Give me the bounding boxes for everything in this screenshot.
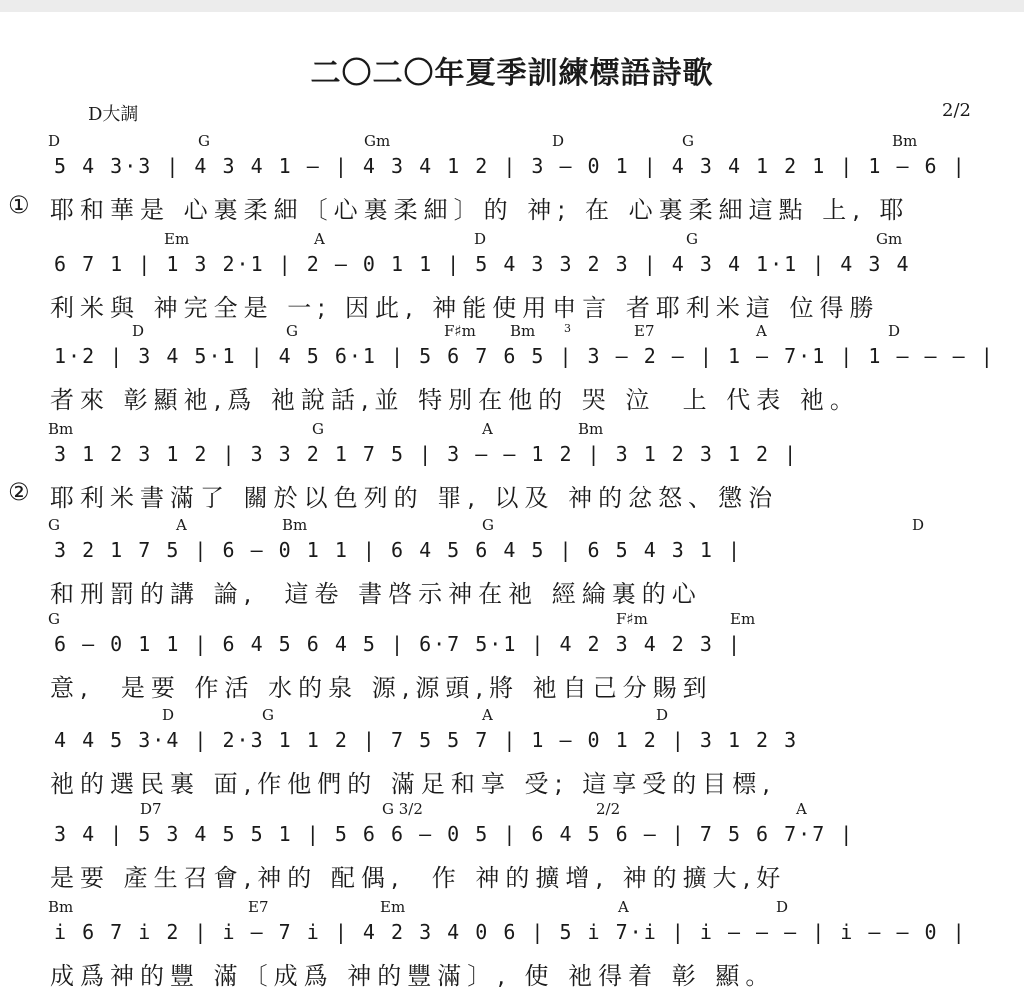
lyrics-line [0, 380, 1024, 414]
chord: Bm [48, 898, 74, 916]
notation-line [0, 154, 1024, 194]
chord: Gm [364, 132, 391, 150]
chord: Em [380, 898, 406, 916]
notation-line [0, 920, 1024, 960]
chord: A [618, 898, 629, 916]
chord-line [0, 706, 1024, 726]
chord-line [0, 322, 1024, 342]
lyrics-text: 成爲神的豐 滿〔成爲 神的豐滿〕, 使 祂得着 彰 顯。 [50, 962, 776, 990]
chord: Gm [876, 230, 903, 248]
lyrics-text: 耶和華是 心裏柔細〔心裏柔細〕的 神; 在 心裏柔細這點 上, 耶 [50, 196, 910, 224]
time-signature: 2/2 [942, 100, 971, 121]
notation-line [0, 252, 1024, 292]
jianpu-notes: 4 4 5 3·4 | 2·3 1 1 2 | 7 5 5 7 | 1 – 0 1 2 | 3 1 2 3 [54, 728, 799, 752]
notation-line [0, 632, 1024, 672]
notation-line [0, 442, 1024, 482]
chord-line [0, 230, 1024, 250]
lyrics-text: 祂的選民裏 面,作他們的 滿足和享 受; 這享受的目標, [50, 770, 776, 798]
chord: D [132, 322, 145, 340]
chord: Bm [892, 132, 918, 150]
lyrics-text: 和刑罰的講 論, 這卷 書啓示神在祂 經綸裏的心 [50, 580, 702, 608]
chord: Em [730, 610, 756, 628]
chord: A [314, 230, 325, 248]
lyrics-line [0, 668, 1024, 702]
notation-line [0, 344, 1024, 384]
verse-marker-2: ② [8, 478, 30, 506]
notation-line [0, 728, 1024, 768]
notation-line [0, 822, 1024, 862]
lyrics-line [0, 478, 1024, 512]
chord: D [888, 322, 901, 340]
jianpu-notes: 3 2 1 7 5 | 6 – 0 1 1 | 6 4 5 6 4 5 | 6 5 4 3 1 | [54, 538, 743, 562]
chord-line [0, 610, 1024, 630]
chord: D [912, 516, 925, 534]
chord: G [262, 706, 274, 724]
chord: G [482, 516, 494, 534]
lyrics-text: 耶利米書滿了 關於以色列的 罪, 以及 神的忿怒、懲治 [50, 484, 779, 512]
chord: D [776, 898, 789, 916]
chord: D [656, 706, 669, 724]
jianpu-notes: 3 4 | 5 3 4 5 5 1 | 5 6 6 – 0 5 | 6 4 5 6 – | 7 5 6 7·7 | [54, 822, 855, 846]
chord: A [176, 516, 187, 534]
chord: Bm [48, 420, 74, 438]
chord: A [482, 706, 493, 724]
chord: G [682, 132, 694, 150]
chord: D [48, 132, 61, 150]
top-bar [0, 0, 1024, 12]
chord: A [756, 322, 767, 340]
chord: D7 [140, 800, 162, 818]
chord: Bm [510, 322, 536, 340]
chord-line [0, 420, 1024, 440]
chord: A [482, 420, 493, 438]
chord-line [0, 132, 1024, 152]
chord-line [0, 516, 1024, 536]
jianpu-notes: i 6 7 i 2 | i – 7 i | 4 2 3 4 0 6 | 5 i 7·i | i – – – | i – – 0 | [54, 920, 967, 944]
lyrics-line [0, 764, 1024, 798]
jianpu-notes: 6 – 0 1 1 | 6 4 5 6 4 5 | 6·7 5·1 | 4 2 3 4 2 3 | [54, 632, 743, 656]
chord: D [162, 706, 175, 724]
lyrics-text: 是要 產生召會,神的 配偶, 作 神的擴增, 神的擴大,好 [50, 864, 787, 892]
jianpu-notes: 6 7 1 | 1 3 2·1 | 2 – 0 1 1 | 5 4 3 3 2 3 | 4 3 4 1·1 | 4 3 4 [54, 252, 911, 276]
chord: G [312, 420, 324, 438]
song-title: 二〇二〇年夏季訓練標語詩歌 [310, 56, 714, 91]
jianpu-notes: 5 4 3·3 | 4 3 4 1 – | 4 3 4 1 2 | 3 – 0 1 | 4 3 4 1 2 1 | 1 – 6 | [54, 154, 967, 178]
chord: D [474, 230, 487, 248]
lyrics-line [0, 288, 1024, 322]
lyrics-text: 意, 是要 作活 水的泉 源,源頭,將 祂自己分賜到 [50, 674, 713, 702]
chord: F♯m [616, 610, 648, 628]
verse-marker-1: ① [8, 191, 30, 219]
chord: F♯m [444, 322, 476, 340]
chord: Em [164, 230, 190, 248]
chord: Bm [282, 516, 308, 534]
chord: E7 [248, 898, 269, 916]
time-change: 2/2 [596, 800, 621, 818]
jianpu-notes: 3 1 2 3 1 2 | 3 3 2 1 7 5 | 3 – – 1 2 | 3 1 2 3 1 2 | [54, 442, 799, 466]
chord: G [48, 610, 60, 628]
chord: G [686, 230, 698, 248]
chord: Bm [578, 420, 604, 438]
chord: D [552, 132, 565, 150]
lyrics-line [0, 858, 1024, 892]
lyrics-text: 者來 彰顯祂,爲 祂說話,並 特別在他的 哭 泣 上 代表 祂。 [50, 386, 860, 414]
key-signature: D大調 [88, 104, 139, 125]
chord-line [0, 800, 1024, 820]
lyrics-line [0, 190, 1024, 224]
triplet-mark: 3 [564, 322, 571, 335]
chord-line [0, 898, 1024, 918]
chord: A [796, 800, 807, 818]
jianpu-notes: 1·2 | 3 4 5·1 | 4 5 6·1 | 5 6 7 6 5 | 3 – 2 – | 1 – 7·1 | 1 – – – | [54, 344, 995, 368]
chord: G [286, 322, 298, 340]
chord: E7 [634, 322, 655, 340]
chord: G [48, 516, 60, 534]
lyrics-line [0, 574, 1024, 608]
lyrics-line [0, 956, 1024, 990]
notation-line [0, 538, 1024, 578]
chord: G 3/2 [382, 800, 423, 818]
chord: G [198, 132, 210, 150]
lyrics-text: 利米與 神完全是 一; 因此, 神能使用申言 者耶利米這 位得勝 [50, 294, 880, 322]
